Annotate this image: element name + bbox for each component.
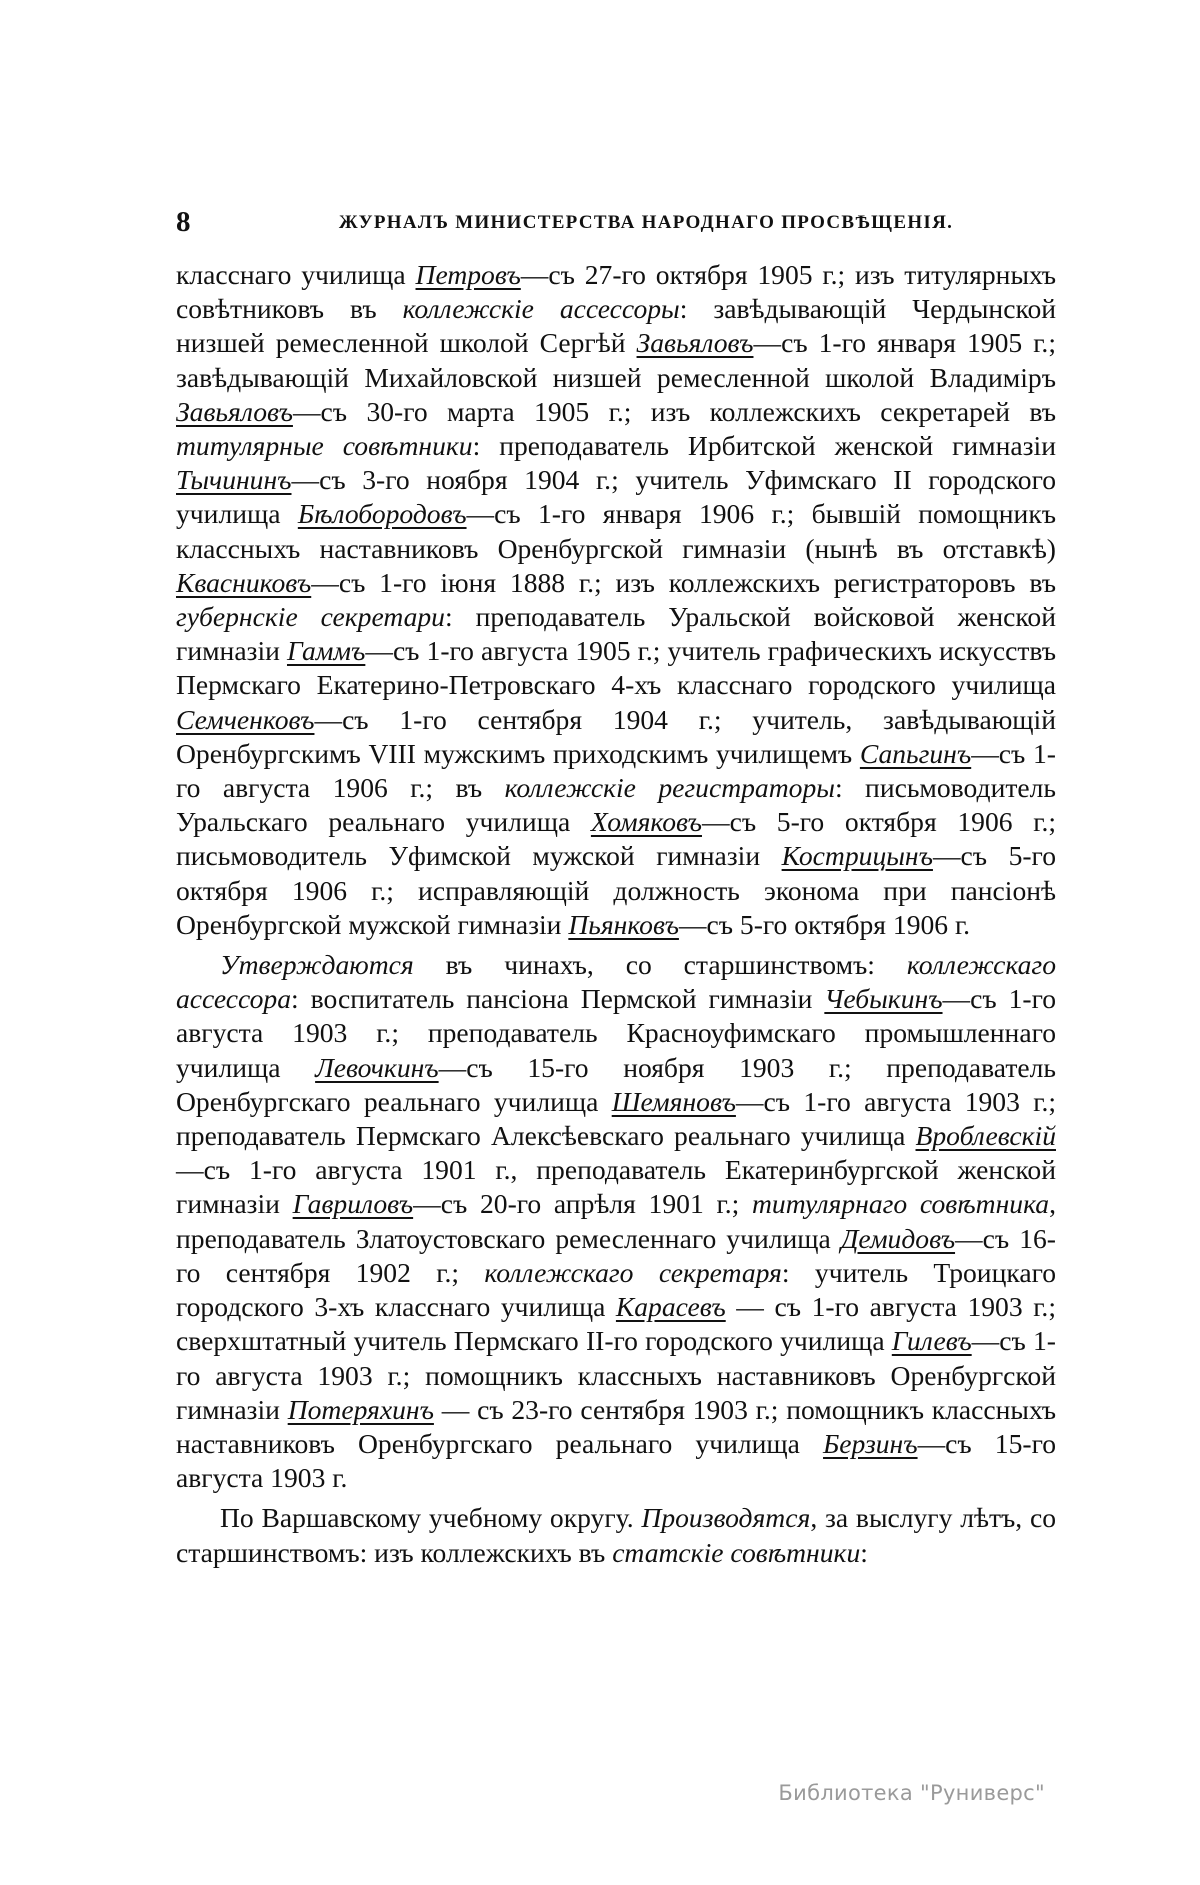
text-run: —съ 1-го августа 1903 г.; преподаватель Пермскаго Алексѣевскаго реальнаго училища bbox=[176, 1085, 1057, 1152]
text-run: —съ 16-го сентября 1902 г.; bbox=[176, 1222, 1056, 1288]
text-run: По Варшавскому учебному округу. bbox=[220, 1502, 642, 1534]
text-run: —съ 30-го марта 1905 г.; изъ коллежскихъ секретарей въ bbox=[292, 395, 1056, 427]
text-run: —съ 1-го іюня 1888 г.; изъ коллежскихъ регистраторовъ въ bbox=[311, 566, 1056, 598]
text-run: —съ 5-го октября 1906 г. bbox=[678, 908, 971, 940]
text-run: —съ 1-го августа 1903 г.; помощникъ классныхъ наставниковъ Оренбургской гимназіи bbox=[176, 1325, 1056, 1425]
name-or-rank-run: Левочкинъ bbox=[315, 1051, 439, 1083]
name-or-rank-run: коллежскаго секретаря bbox=[484, 1256, 782, 1288]
name-or-rank-run: статскіе совѣтники bbox=[612, 1536, 861, 1568]
name-or-rank-run: Квасниковъ bbox=[176, 566, 312, 598]
name-or-rank-run: Шемяновъ bbox=[611, 1085, 736, 1117]
name-or-rank-run: Петровъ bbox=[415, 259, 521, 290]
name-or-rank-run: Завьяловъ bbox=[636, 327, 754, 359]
text-run: —съ 15-го августа 1903 г. bbox=[176, 1427, 1056, 1494]
name-or-rank-run: Хомяковъ bbox=[590, 806, 702, 838]
text-run: —съ 1-го января 1905 г.; завѣдывающій Михайловской низшей ремесленной школой Владиміръ bbox=[176, 327, 1056, 393]
name-or-rank-run: Демидовъ bbox=[840, 1222, 956, 1254]
text-run: , преподаватель Златоустовскаго ремесленнаго училища bbox=[176, 1188, 1056, 1254]
name-or-rank-run: Гаммъ bbox=[286, 635, 366, 667]
name-or-rank-run: коллежскіе регистраторы bbox=[504, 772, 835, 804]
text-run: : преподаватель Уральской войсковой женской гимназіи bbox=[176, 601, 1056, 667]
text-run: : учитель Троицкаго городского 3-хъ класснаго училища bbox=[176, 1256, 1056, 1323]
name-or-rank-run: Потеряхинъ bbox=[287, 1393, 434, 1425]
text-run: : преподаватель Ирбитской женской гимназіи bbox=[472, 430, 1056, 462]
text-run: —съ 27-го октября 1905 г.; изъ титулярныхъ совѣтниковъ въ bbox=[176, 259, 1056, 325]
text-run: : завѣдывающій Чердынской низшей ремесленной школой Сергѣй bbox=[176, 293, 1057, 359]
text-run: класснаго училища bbox=[176, 259, 416, 290]
name-or-rank-run: Вроблевскій bbox=[915, 1120, 1056, 1152]
text-run: —съ 15-го ноября 1903 г.; преподаватель Оренбургскаго реальнаго училища bbox=[176, 1051, 1056, 1117]
text-run: —съ 3-го ноября 1904 г.; учитель Уфимскаго II городского училища bbox=[176, 464, 1056, 530]
text-body bbox=[176, 258, 1056, 1570]
name-or-rank-run: Производятся bbox=[641, 1502, 811, 1534]
text-run: — съ 23-го сентября 1903 г.; помощникъ классныхъ наставниковъ Оренбургскаго реальнаго училища bbox=[176, 1393, 1056, 1459]
name-or-rank-run: Тычининъ bbox=[176, 464, 292, 496]
paragraph-3 bbox=[176, 1501, 1056, 1569]
name-or-rank-run: Гавриловъ bbox=[292, 1188, 414, 1220]
text-run: : воспитатель пансіона Пермской гимназіи bbox=[291, 983, 825, 1015]
text-run: —съ 5-го октября 1906 г.; письмоводитель Уфимской мужской гимназіи bbox=[176, 806, 1057, 872]
name-or-rank-run: Бѣлобородовъ bbox=[297, 498, 467, 530]
page-number: 8 bbox=[176, 206, 191, 238]
name-or-rank-run: Утверждаются bbox=[220, 949, 414, 981]
text-run: —съ 5-го октября 1906 г.; исправляющій должность эконома при пансіонѣ Оренбургской мужской гимназіи bbox=[176, 840, 1056, 940]
paragraph-1 bbox=[176, 258, 1056, 942]
text-run: : bbox=[860, 1536, 868, 1568]
text-run: —съ 1-го августа 1905 г.; учитель графическихъ искусствъ Пермскаго Екатерино-Петровскаго 4-хъ класснаго городского училища bbox=[176, 635, 1056, 701]
name-or-rank-run: титулярнаго совѣтника bbox=[752, 1188, 1050, 1220]
text-run: —съ 20-го апрѣля 1901 г.; bbox=[413, 1188, 752, 1220]
name-or-rank-run: коллежскаго ассессора bbox=[176, 949, 1056, 1015]
text-run: — съ 1-го августа 1903 г.; сверхштатный учитель Пермскаго II-го городского училища bbox=[176, 1291, 1056, 1357]
text-run: —съ 1-го сентября 1904 г.; учитель, завѣдывающій Оренбургскимъ VIII мужскимъ приходскимъ училищемъ bbox=[176, 703, 1056, 769]
name-or-rank-run: титулярные совѣтники bbox=[176, 430, 473, 462]
name-or-rank-run: Чебыкинъ bbox=[824, 983, 943, 1015]
name-or-rank-run: губернскіе секретари bbox=[176, 601, 445, 633]
journal-title: ЖУРНАЛЪ МИНИСТЕРСТВА НАРОДНАГО ПРОСВѢЩЕНІЯ. bbox=[338, 212, 954, 233]
name-or-rank-run: Пьянковъ bbox=[568, 908, 679, 940]
text-run: въ чинахъ, со старшинствомъ: bbox=[413, 949, 907, 981]
name-or-rank-run: Завьяловъ bbox=[176, 395, 293, 427]
text-run: —съ 1-го января 1906 г.; бывшій помощникъ классныхъ наставниковъ Оренбургской гимназіи (нынѣ въ отставкѣ) bbox=[176, 498, 1056, 564]
name-or-rank-run: Кострицынъ bbox=[781, 840, 933, 872]
text-run: : письмоводитель Уральскаго реальнаго училища bbox=[176, 772, 1056, 838]
paragraph-2 bbox=[176, 948, 1056, 1495]
name-or-rank-run: коллежскіе ассессоры bbox=[402, 293, 680, 325]
name-or-rank-run: Карасевъ bbox=[615, 1291, 726, 1323]
text-run: —съ 1-го августа 1906 г.; въ bbox=[176, 737, 1056, 804]
running-header bbox=[176, 205, 1056, 239]
name-or-rank-run: Семченковъ bbox=[176, 703, 315, 735]
text-run: —съ 1-го августа 1903 г.; преподаватель Красноуфимскаго промышленнаго училища bbox=[176, 983, 1056, 1083]
text-run: —съ 1-го августа 1901 г., преподаватель Екатеринбургской женской гимназіи bbox=[176, 1154, 1056, 1220]
text-run: , за выслугу лѣтъ, со старшинствомъ: изъ коллежскихъ въ bbox=[176, 1502, 1056, 1568]
name-or-rank-run: Берзинъ bbox=[823, 1427, 918, 1459]
name-or-rank-run: Гилевъ bbox=[891, 1325, 972, 1357]
library-watermark: Библиотека "Руниверс" bbox=[778, 1781, 1045, 1805]
name-or-rank-run: Сапьгинъ bbox=[859, 737, 972, 769]
